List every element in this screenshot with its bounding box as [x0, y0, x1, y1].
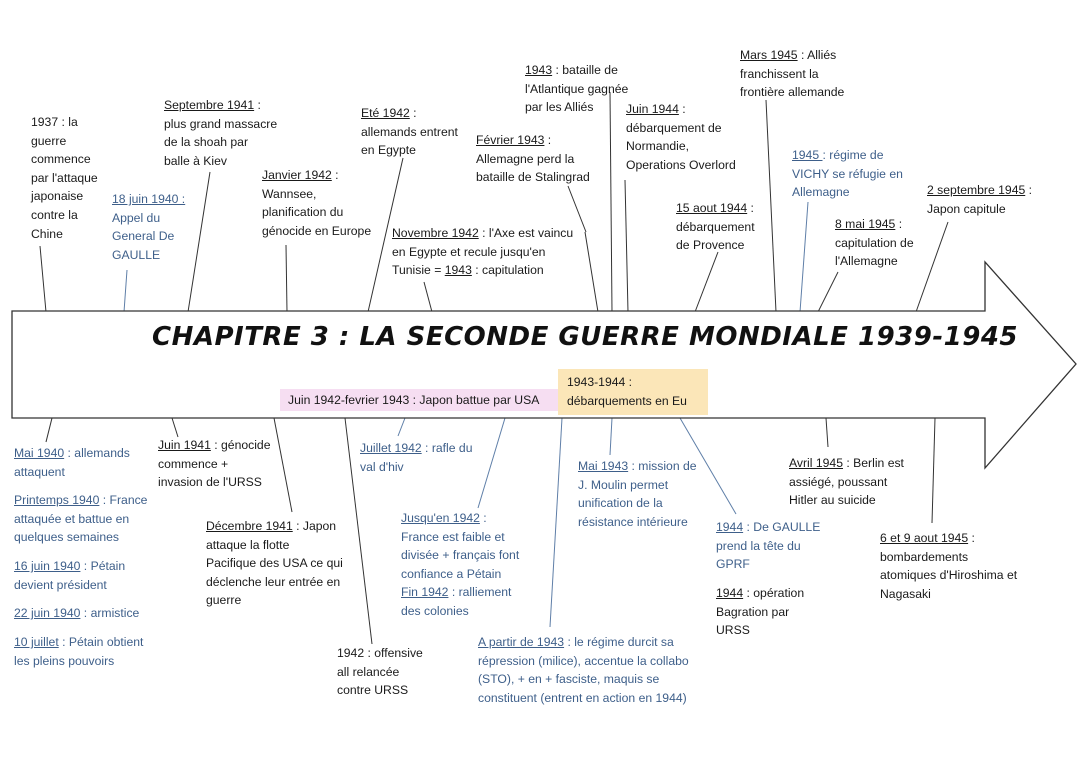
event-decembre-1941 [206, 517, 343, 610]
event-text: Operations Overlord [626, 157, 736, 172]
event-text: génocide en Europe [262, 223, 372, 238]
event-text: guerre [206, 593, 242, 608]
event-text: l'Allemagne [835, 254, 898, 269]
event-text: bombardements [880, 549, 969, 564]
event-date: Mai 1940 [14, 446, 65, 460]
connector [826, 418, 828, 447]
event-text: constituent (entrent en action en 1944) [478, 690, 687, 705]
event-date: 1944 [716, 520, 744, 534]
event-mai-1943 [578, 457, 697, 531]
event-text: VICHY se réfugie en [792, 166, 903, 181]
connector [625, 180, 628, 312]
event-22-juin-1940 [14, 604, 139, 623]
connector [818, 272, 838, 312]
event-date: 22 juin 1940 [14, 606, 81, 620]
event-text: l'Atlantique gagnée [525, 81, 629, 96]
event-text: débarquement de [626, 120, 722, 135]
connector [286, 245, 287, 312]
event-text: : Japon [292, 519, 337, 533]
event-text: : [409, 106, 417, 120]
event-date: 1944 [716, 586, 744, 600]
event-15-aout-1944 [676, 199, 755, 255]
connector [932, 418, 935, 523]
event-text: guerre [31, 133, 67, 148]
event-date: Janvier 1942 [262, 168, 332, 182]
event-date: Février 1943 [476, 133, 545, 147]
event-text: : France [99, 493, 148, 507]
event-text: résistance intérieure [578, 514, 688, 529]
event-text: : ralliement [448, 585, 512, 600]
event-date: 18 juin 1940 : [112, 192, 186, 206]
connector [610, 418, 612, 455]
event-date: 8 mai 1945 [835, 217, 896, 231]
event-1944-bagration [716, 584, 804, 640]
event-text: Normandie, [626, 139, 689, 154]
highlight-debarquements-line1: 1943-1944 : [567, 375, 633, 389]
event-date: 1943 [525, 63, 553, 77]
event-1937 [31, 113, 98, 243]
event-a-partir-de-1943 [478, 633, 689, 707]
event-text: Pacifique des USA ce qui [206, 556, 343, 571]
event-text: : génocide [210, 438, 271, 452]
event-text: 1942 : offensive [337, 646, 423, 660]
event-date: 10 juillet [14, 635, 59, 649]
event-date: Juin 1944 [626, 102, 679, 116]
event-date: Eté 1942 [361, 106, 410, 120]
event-text: contre URSS [337, 683, 409, 698]
event-10-juillet-1940 [14, 633, 143, 670]
event-text: : l'Axe est vaincu [478, 226, 574, 240]
connector [478, 418, 505, 508]
event-text: General De [112, 229, 175, 244]
event-text: 1937 : la [31, 115, 78, 129]
event-text: : Pétain [80, 559, 126, 573]
connector [585, 232, 598, 312]
event-16-juin-1940 [14, 557, 125, 594]
event-date: Septembre 1941 [164, 98, 255, 112]
event-text: : [747, 201, 754, 215]
event-text: : bataille de [552, 63, 618, 77]
page-title: CHAPITRE 3 : LA SECONDE GUERRE MONDIALE 1939-1945 [152, 322, 1018, 352]
event-date: Juillet 1942 [360, 441, 422, 455]
event-date: A partir de 1943 [478, 635, 565, 649]
event-text: de Provence [676, 238, 745, 253]
event-jusqu-en-1942 [401, 509, 519, 621]
event-text: : [479, 511, 487, 525]
connector [550, 418, 562, 627]
event-1943-atlantique [525, 61, 628, 117]
connector [800, 202, 808, 312]
connector [40, 246, 46, 312]
event-text: GPRF [716, 557, 750, 572]
event-text: prend la tête du [716, 538, 801, 553]
event-text: unification de la [578, 496, 663, 511]
event-text: assiégé, poussant [789, 474, 888, 489]
event-text: : Alliés [797, 48, 837, 62]
event-mars-1945 [740, 46, 844, 102]
connector [398, 418, 405, 436]
event-juillet-1942 [360, 439, 472, 476]
event-text: japonaise [31, 189, 84, 204]
event-8-mai-1945 [835, 215, 914, 271]
event-date: 1943 [444, 263, 472, 278]
event-text: de la shoah par [164, 135, 249, 150]
event-novembre-1942 [392, 224, 573, 280]
event-date: Mai 1943 [578, 459, 629, 473]
event-18-juin-1940 [112, 190, 185, 264]
event-text: par l'attaque [31, 170, 98, 185]
event-avril-1945 [789, 454, 904, 510]
event-text: Nagasaki [880, 586, 931, 601]
event-text: : Pétain obtient [58, 635, 144, 649]
event-text: val d'hiv [360, 459, 404, 474]
event-text: déclenche leur entrée en [206, 574, 341, 589]
connector [274, 418, 292, 512]
event-juin-1941 [158, 436, 271, 492]
event-text: : [968, 531, 975, 545]
event-ete-1942 [361, 104, 458, 160]
event-text: : [1025, 183, 1033, 197]
event-text: : le régime durcit sa [564, 635, 674, 649]
event-text: frontière allemande [740, 85, 845, 100]
connector [424, 282, 432, 312]
event-aout-1945 [880, 529, 1017, 603]
event-text: atomiques d'Hiroshima et [880, 568, 1018, 583]
event-date: Avril 1945 [789, 456, 843, 470]
event-text: en Egypte [361, 143, 416, 158]
event-text: commence [31, 152, 91, 167]
event-text: répression (milice), accentue la collabo [478, 653, 689, 668]
event-text: devient président [14, 577, 107, 592]
event-vichy-1945 [792, 146, 903, 202]
event-date: Jusqu'en 1942 [401, 511, 480, 525]
event-text: : mission de [628, 459, 697, 473]
event-text: attaque la flotte [206, 537, 290, 552]
event-text: : [895, 217, 903, 231]
event-text: invasion de l'URSS [158, 475, 262, 490]
event-text: : [678, 102, 686, 116]
event-text: Allemagne [792, 185, 850, 200]
event-date: Printemps 1940 [14, 493, 100, 507]
highlight-debarquements [558, 369, 708, 415]
event-text: quelques semaines [14, 530, 120, 545]
event-mai-1940 [14, 444, 130, 481]
event-text: Hitler au suicide [789, 493, 876, 508]
event-printemps-1940 [14, 491, 147, 547]
event-1942-urss [337, 644, 423, 700]
connector [610, 92, 612, 312]
event-fevrier-1943 [476, 131, 590, 187]
event-date: 2 septembre 1945 [927, 183, 1026, 197]
event-text: GAULLE [112, 247, 161, 262]
event-text: : [254, 98, 261, 112]
event-text: des colonies [401, 603, 469, 618]
event-text: les pleins pouvoirs [14, 653, 115, 668]
event-text: Bagration par [716, 604, 790, 619]
event-text: attaquée et battue en [14, 511, 130, 526]
event-text: all relancée [337, 664, 400, 679]
event-text: par les Alliés [525, 100, 594, 115]
event-text: : rafle du [421, 441, 473, 455]
event-1944-gprf [716, 518, 820, 574]
event-text: J. Moulin permet [578, 477, 669, 492]
event-juin-1944 [626, 100, 736, 174]
event-text: : Berlin est [842, 456, 904, 470]
event-2-septembre-1945 [927, 181, 1032, 218]
event-text: URSS [716, 623, 750, 638]
event-text: : opération [743, 586, 805, 600]
connector [46, 418, 52, 442]
event-text: : allemands [64, 446, 130, 460]
event-date: Juin 1941 [158, 438, 211, 452]
event-text: Appel du [112, 210, 161, 225]
event-text: : régime de [822, 148, 884, 162]
event-date: 1945 [792, 148, 823, 162]
event-septembre-1941 [164, 96, 277, 170]
event-text: commence + [158, 456, 229, 471]
event-date: 6 et 9 aout 1945 [880, 531, 969, 545]
event-text: confiance a Pétain [401, 566, 502, 581]
event-text: attaquent [14, 464, 65, 479]
event-text: contre la [31, 207, 78, 222]
connector [916, 222, 948, 312]
event-text: Chine [31, 226, 63, 241]
event-text: capitulation de [835, 235, 914, 250]
event-text: en Egypte et recule jusqu'en [392, 244, 546, 259]
event-text: débarquement [676, 219, 755, 234]
event-text: France est faible et [401, 529, 505, 544]
event-text: : [544, 133, 552, 147]
event-date: Novembre 1942 [392, 226, 479, 240]
event-text: Wannsee, [262, 186, 317, 201]
highlight-debarquements-line2: débarquements en Eu [567, 393, 687, 408]
event-date: Décembre 1941 [206, 519, 293, 533]
connector [695, 252, 718, 312]
event-text: (STO), + en + fasciste, maquis se [478, 672, 660, 687]
event-text: allemands entrent [361, 124, 458, 139]
event-text: : [331, 168, 339, 182]
event-text: planification du [262, 205, 344, 220]
event-date: Fin 1942 [401, 585, 449, 600]
event-text: balle à Kiev [164, 153, 228, 168]
event-text: Tunisie = [392, 263, 445, 278]
connector [172, 418, 178, 437]
event-text: : armistice [80, 606, 140, 620]
connector [188, 172, 210, 312]
connector [124, 270, 127, 312]
event-text: Allemagne perd la [476, 151, 575, 166]
event-text: franchissent la [740, 66, 819, 81]
highlight-japon [280, 389, 558, 411]
event-text: divisée + français font [401, 548, 520, 563]
event-text: bataille de Stalingrad [476, 170, 590, 185]
event-date: 15 aout 1944 [676, 201, 748, 215]
connector [766, 100, 776, 312]
event-janvier-1942 [262, 166, 371, 240]
event-text: Japon capitule [927, 201, 1006, 216]
event-text: : De GAULLE [743, 520, 821, 534]
event-text: : capitulation [471, 263, 544, 278]
event-date: Mars 1945 [740, 48, 798, 62]
event-date: 16 juin 1940 [14, 559, 81, 573]
highlight-japon-label: Juin 1942-fevrier 1943 : Japon battue par USA [288, 393, 540, 407]
event-text: plus grand massacre [164, 116, 278, 131]
